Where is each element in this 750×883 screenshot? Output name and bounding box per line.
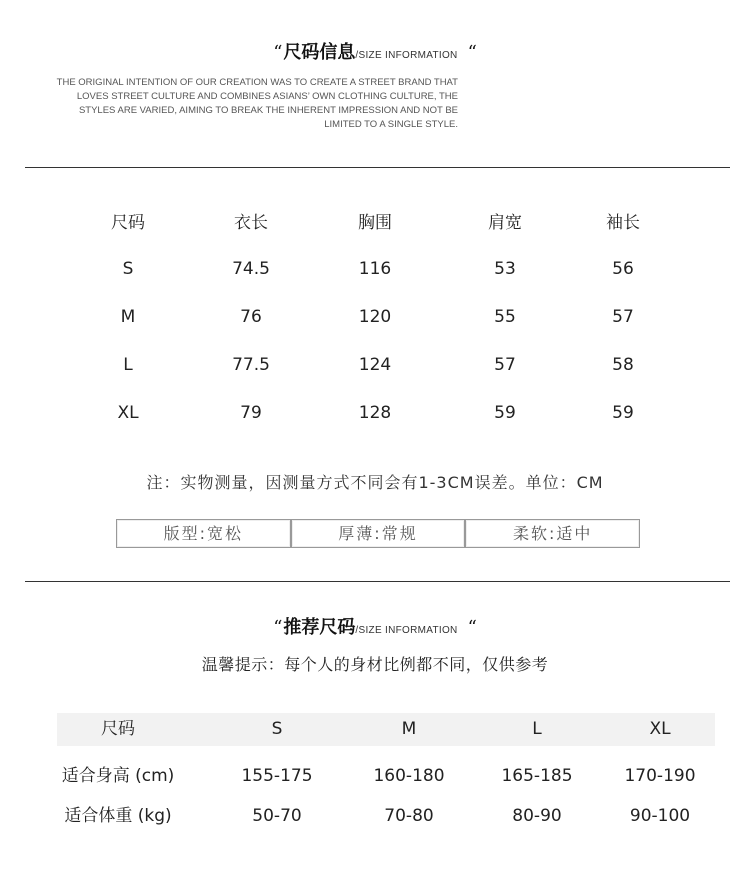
attribute-thickness: 厚薄:常规 <box>291 519 466 548</box>
table-cell: 55 <box>494 307 516 327</box>
table-header-cell: M <box>401 719 417 739</box>
close-quote: “ <box>467 617 477 638</box>
attribute-softness: 柔软:适中 <box>465 519 640 548</box>
divider-top <box>25 167 730 168</box>
title-chinese: 尺码信息 <box>283 42 356 63</box>
table-header-row <box>0 713 750 746</box>
table-cell: 76 <box>240 307 262 327</box>
table-cell: 50-70 <box>252 806 302 826</box>
table-cell: 58 <box>612 355 634 375</box>
table-cell: 160-180 <box>373 766 445 786</box>
table-row <box>0 352 750 378</box>
table-cell: 57 <box>612 307 634 327</box>
table-cell: 165-185 <box>501 766 573 786</box>
table-cell: 56 <box>612 259 634 279</box>
close-quote: “ <box>467 42 477 63</box>
table-cell: 80-90 <box>512 806 562 826</box>
open-quote: “ <box>273 42 283 63</box>
table-header-cell: 肩宽 <box>488 213 522 233</box>
table-header-cell: S <box>271 719 283 739</box>
table-row-label: 适合体重 (kg) <box>64 806 172 826</box>
table-header-cell: 胸围 <box>358 213 392 233</box>
table-header-row <box>0 210 750 236</box>
title-english: /SIZE INFORMATION <box>355 50 458 61</box>
table-cell: 70-80 <box>384 806 434 826</box>
table-cell: 155-175 <box>241 766 313 786</box>
table-header-cell: 袖长 <box>606 213 640 233</box>
table-cell: 53 <box>494 259 516 279</box>
table-cell: 170-190 <box>624 766 696 786</box>
open-quote: “ <box>273 617 283 638</box>
table-row <box>0 400 750 426</box>
table-cell: 120 <box>358 307 392 327</box>
table-header-cell: 尺码 <box>111 213 145 233</box>
table-cell: 79 <box>240 403 262 423</box>
table-cell: L <box>123 355 133 375</box>
table-row-label: 适合身高 (cm) <box>61 766 175 786</box>
table-cell: 57 <box>494 355 516 375</box>
intro-paragraph <box>57 76 458 132</box>
table-row <box>0 256 750 282</box>
fit-attributes-box <box>116 519 640 548</box>
table-cell: M <box>120 307 136 327</box>
table-cell: 74.5 <box>232 259 270 279</box>
table-header-cell: 衣长 <box>234 213 268 233</box>
table-cell: S <box>122 259 134 279</box>
table-row <box>0 304 750 330</box>
table-cell: 90-100 <box>629 806 691 826</box>
title-english: /SIZE INFORMATION <box>355 625 458 636</box>
intro-line: LIMITED TO A SINGLE STYLE. <box>324 119 458 130</box>
table-row <box>0 763 750 789</box>
attribute-fit: 版型:宽松 <box>116 519 291 548</box>
table-cell: 128 <box>358 403 392 423</box>
table-cell: 116 <box>358 259 392 279</box>
table-header-cell: XL <box>649 719 671 739</box>
table-cell: 59 <box>494 403 516 423</box>
size-info-title <box>0 41 750 65</box>
table-row <box>0 803 750 829</box>
table-cell: 77.5 <box>232 355 270 375</box>
measurement-note: 注：实物测量，因测量方式不同会有1-3CM误差。单位：CM <box>146 473 604 492</box>
intro-line: STYLES ARE VARIED, AIMING TO BREAK THE INHERENT IMPRESSION AND NOT BE <box>78 105 458 116</box>
recommend-tip: 温馨提示：每个人的身材比例都不同，仅供参考 <box>201 655 549 674</box>
intro-line: LOVES STREET CULTURE AND COMBINES ASIANS’ OWN CLOTHING CULTURE, THE <box>76 91 458 102</box>
recommend-title <box>0 616 750 640</box>
title-chinese: 推荐尺码 <box>283 617 356 638</box>
table-header-cell: L <box>532 719 542 739</box>
table-header-cell: 尺码 <box>101 719 135 739</box>
table-cell: 124 <box>358 355 392 375</box>
table-cell: XL <box>117 403 139 423</box>
divider-middle <box>25 581 730 582</box>
table-cell: 59 <box>612 403 634 423</box>
intro-line: THE ORIGINAL INTENTION OF OUR CREATION WAS TO CREATE A STREET BRAND THAT <box>56 77 458 88</box>
